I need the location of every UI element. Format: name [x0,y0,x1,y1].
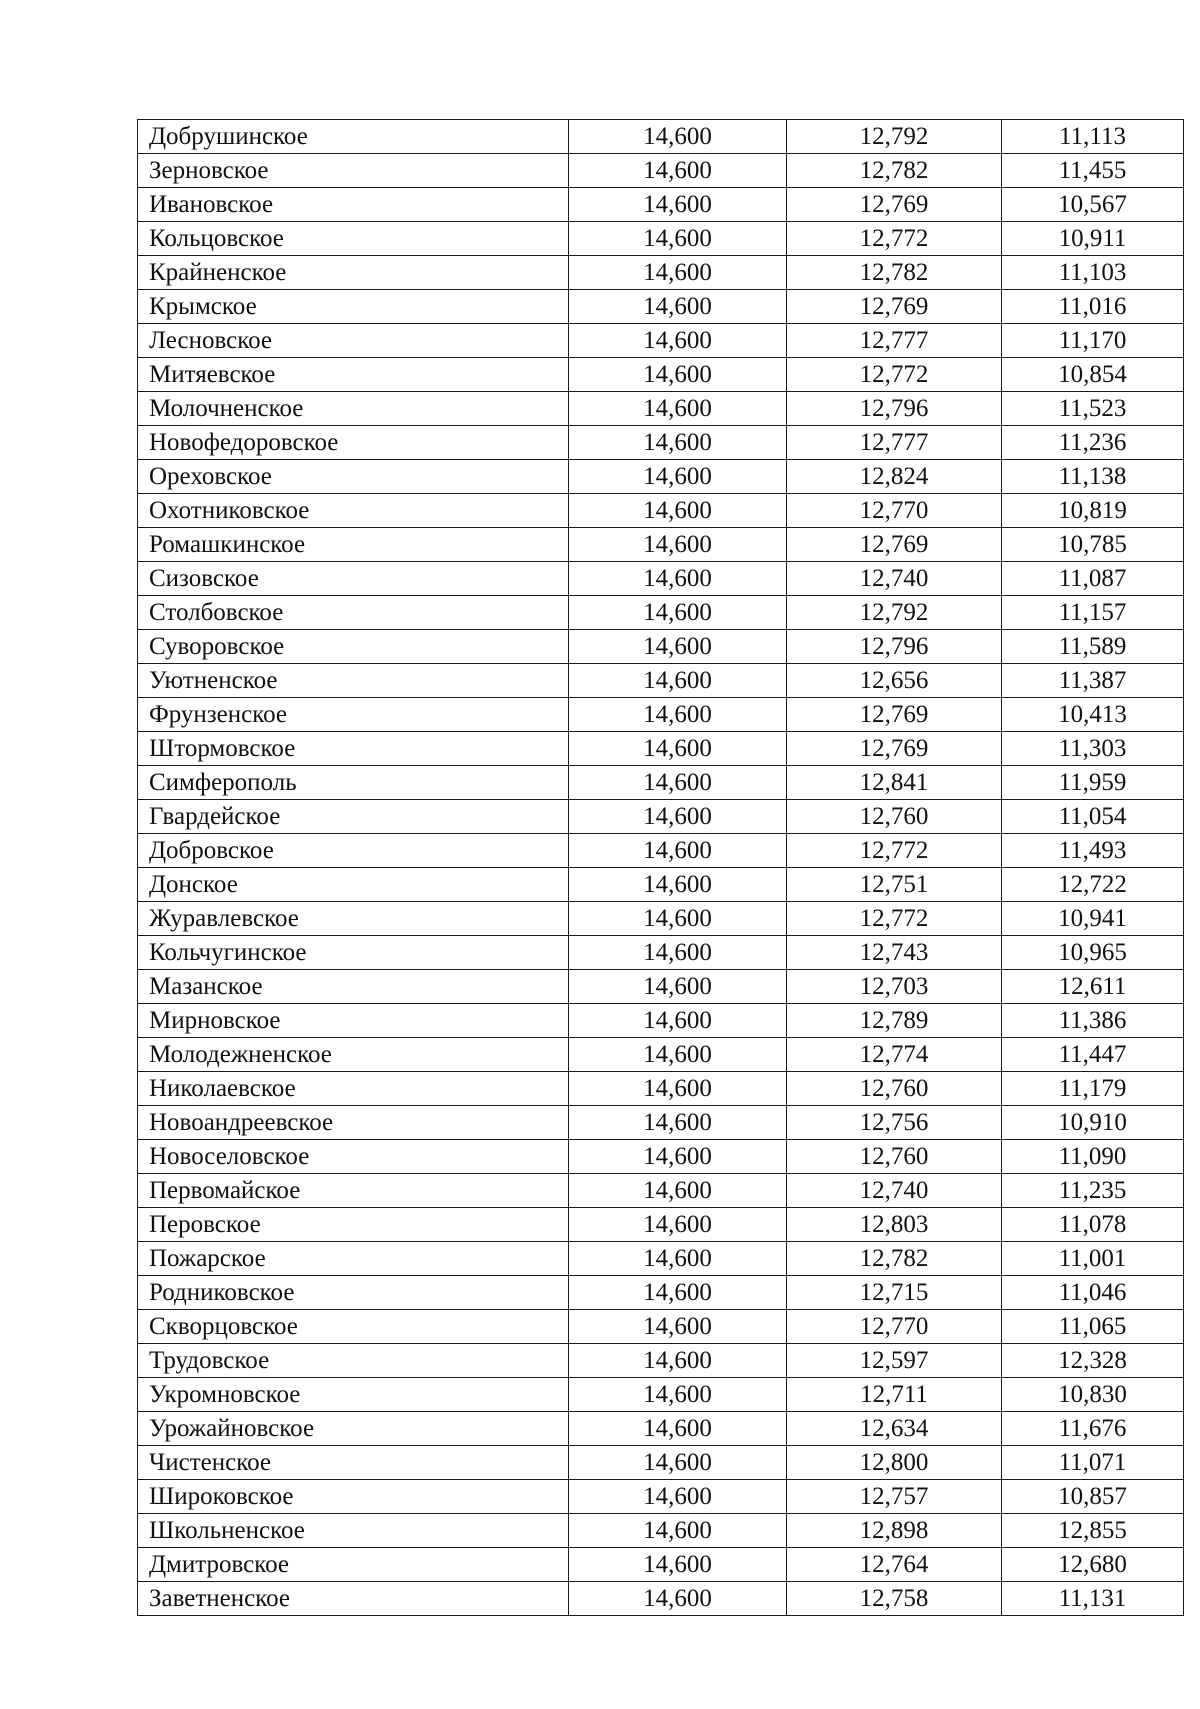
value-1-cell: 14,600 [569,1106,787,1140]
table-row [138,1310,1184,1344]
value-2-cell: 12,634 [787,1412,1002,1446]
value-3-cell: 11,087 [1002,562,1184,596]
value-3-cell: 10,911 [1002,222,1184,256]
table-row [138,120,1184,154]
settlement-name-cell: Кольцовское [138,222,569,256]
settlement-name-cell: Широковское [138,1480,569,1514]
value-2-cell: 12,756 [787,1106,1002,1140]
value-2-cell: 12,789 [787,1004,1002,1038]
value-1-cell: 14,600 [569,1276,787,1310]
value-1-cell: 14,600 [569,120,787,154]
value-1-cell: 14,600 [569,800,787,834]
value-2-cell: 12,703 [787,970,1002,1004]
settlement-name-cell: Скворцовское [138,1310,569,1344]
table-row [138,1344,1184,1378]
value-1-cell: 14,600 [569,1344,787,1378]
settlement-name-cell: Молочненское [138,392,569,426]
table-row [138,1208,1184,1242]
settlement-name-cell: Ивановское [138,188,569,222]
value-2-cell: 12,772 [787,358,1002,392]
value-3-cell: 10,830 [1002,1378,1184,1412]
value-2-cell: 12,772 [787,902,1002,936]
settlement-name-cell: Школьненское [138,1514,569,1548]
settlement-name-cell: Добрушинское [138,120,569,154]
value-1-cell: 14,600 [569,290,787,324]
table-row [138,1276,1184,1310]
table-row [138,1140,1184,1174]
value-3-cell: 11,303 [1002,732,1184,766]
settlement-name-cell: Новофедоровское [138,426,569,460]
value-2-cell: 12,760 [787,1072,1002,1106]
value-2-cell: 12,757 [787,1480,1002,1514]
table-row [138,562,1184,596]
table-row [138,936,1184,970]
table-row [138,188,1184,222]
table-row [138,800,1184,834]
settlement-name-cell: Сизовское [138,562,569,596]
table-row [138,154,1184,188]
data-table [137,119,1184,1616]
value-3-cell: 11,959 [1002,766,1184,800]
settlement-name-cell: Трудовское [138,1344,569,1378]
value-3-cell: 10,819 [1002,494,1184,528]
value-1-cell: 14,600 [569,970,787,1004]
settlement-name-cell: Столбовское [138,596,569,630]
settlement-name-cell: Мирновское [138,1004,569,1038]
value-2-cell: 12,777 [787,324,1002,358]
value-2-cell: 12,898 [787,1514,1002,1548]
table-row [138,528,1184,562]
value-3-cell: 11,493 [1002,834,1184,868]
value-1-cell: 14,600 [569,154,787,188]
value-3-cell: 10,857 [1002,1480,1184,1514]
value-2-cell: 12,751 [787,868,1002,902]
value-1-cell: 14,600 [569,1208,787,1242]
table-row [138,426,1184,460]
settlement-name-cell: Крайненское [138,256,569,290]
table-row [138,1378,1184,1412]
value-3-cell: 11,138 [1002,460,1184,494]
settlement-name-cell: Пожарское [138,1242,569,1276]
value-1-cell: 14,600 [569,630,787,664]
value-1-cell: 14,600 [569,392,787,426]
value-1-cell: 14,600 [569,1004,787,1038]
table-row [138,1004,1184,1038]
settlement-name-cell: Охотниковское [138,494,569,528]
table-row [138,324,1184,358]
value-1-cell: 14,600 [569,1310,787,1344]
table-row [138,460,1184,494]
value-2-cell: 12,760 [787,1140,1002,1174]
value-3-cell: 11,016 [1002,290,1184,324]
settlement-name-cell: Штормовское [138,732,569,766]
table-row [138,596,1184,630]
value-1-cell: 14,600 [569,1446,787,1480]
value-3-cell: 11,090 [1002,1140,1184,1174]
value-1-cell: 14,600 [569,528,787,562]
settlement-name-cell: Родниковское [138,1276,569,1310]
value-2-cell: 12,770 [787,1310,1002,1344]
value-2-cell: 12,782 [787,1242,1002,1276]
table-row [138,970,1184,1004]
value-1-cell: 14,600 [569,1412,787,1446]
value-3-cell: 11,523 [1002,392,1184,426]
value-1-cell: 14,600 [569,1072,787,1106]
table-row [138,1038,1184,1072]
value-3-cell: 11,046 [1002,1276,1184,1310]
settlement-name-cell: Митяевское [138,358,569,392]
value-1-cell: 14,600 [569,1480,787,1514]
table-row [138,1174,1184,1208]
value-1-cell: 14,600 [569,1378,787,1412]
value-1-cell: 14,600 [569,460,787,494]
value-1-cell: 14,600 [569,256,787,290]
settlement-name-cell: Укромновское [138,1378,569,1412]
settlement-name-cell: Ореховское [138,460,569,494]
table-row [138,256,1184,290]
settlement-name-cell: Лесновское [138,324,569,358]
value-3-cell: 11,455 [1002,154,1184,188]
table-row [138,698,1184,732]
table-row [138,630,1184,664]
value-2-cell: 12,715 [787,1276,1002,1310]
value-1-cell: 14,600 [569,1140,787,1174]
value-2-cell: 12,792 [787,596,1002,630]
value-2-cell: 12,769 [787,698,1002,732]
value-1-cell: 14,600 [569,562,787,596]
table-body [138,120,1184,1616]
value-2-cell: 12,769 [787,188,1002,222]
settlement-name-cell: Уютненское [138,664,569,698]
table-row [138,664,1184,698]
value-1-cell: 14,600 [569,222,787,256]
settlement-name-cell: Новоселовское [138,1140,569,1174]
value-2-cell: 12,803 [787,1208,1002,1242]
settlement-name-cell: Николаевское [138,1072,569,1106]
settlement-name-cell: Кольчугинское [138,936,569,970]
value-3-cell: 11,054 [1002,800,1184,834]
settlement-name-cell: Урожайновское [138,1412,569,1446]
value-3-cell: 11,386 [1002,1004,1184,1038]
table-row [138,902,1184,936]
value-1-cell: 14,600 [569,902,787,936]
settlement-name-cell: Зерновское [138,154,569,188]
table-row [138,1072,1184,1106]
value-3-cell: 11,113 [1002,120,1184,154]
value-1-cell: 14,600 [569,664,787,698]
value-3-cell: 10,941 [1002,902,1184,936]
value-2-cell: 12,597 [787,1344,1002,1378]
value-1-cell: 14,600 [569,494,787,528]
value-3-cell: 11,170 [1002,324,1184,358]
value-3-cell: 11,131 [1002,1582,1184,1616]
value-1-cell: 14,600 [569,868,787,902]
table-row [138,222,1184,256]
value-3-cell: 10,567 [1002,188,1184,222]
value-1-cell: 14,600 [569,834,787,868]
settlement-name-cell: Заветненское [138,1582,569,1616]
table-row [138,732,1184,766]
value-1-cell: 14,600 [569,732,787,766]
value-2-cell: 12,841 [787,766,1002,800]
table-row [138,766,1184,800]
value-3-cell: 11,387 [1002,664,1184,698]
value-2-cell: 12,758 [787,1582,1002,1616]
table-row [138,1480,1184,1514]
value-1-cell: 14,600 [569,1582,787,1616]
value-3-cell: 10,965 [1002,936,1184,970]
table-row [138,290,1184,324]
value-2-cell: 12,772 [787,222,1002,256]
value-2-cell: 12,782 [787,256,1002,290]
settlement-name-cell: Симферополь [138,766,569,800]
value-3-cell: 11,078 [1002,1208,1184,1242]
value-2-cell: 12,770 [787,494,1002,528]
value-2-cell: 12,760 [787,800,1002,834]
value-2-cell: 12,764 [787,1548,1002,1582]
value-3-cell: 12,611 [1002,970,1184,1004]
settlement-name-cell: Ромашкинское [138,528,569,562]
value-2-cell: 12,774 [787,1038,1002,1072]
value-3-cell: 10,413 [1002,698,1184,732]
value-3-cell: 11,235 [1002,1174,1184,1208]
table-row [138,1446,1184,1480]
value-2-cell: 12,743 [787,936,1002,970]
value-3-cell: 11,447 [1002,1038,1184,1072]
value-1-cell: 14,600 [569,324,787,358]
value-1-cell: 14,600 [569,1038,787,1072]
value-3-cell: 11,179 [1002,1072,1184,1106]
value-3-cell: 11,071 [1002,1446,1184,1480]
settlement-name-cell: Фрунзенское [138,698,569,732]
value-1-cell: 14,600 [569,358,787,392]
value-3-cell: 12,328 [1002,1344,1184,1378]
table-row [138,1548,1184,1582]
value-1-cell: 14,600 [569,596,787,630]
value-1-cell: 14,600 [569,1548,787,1582]
value-2-cell: 12,800 [787,1446,1002,1480]
table-row [138,1242,1184,1276]
value-3-cell: 11,157 [1002,596,1184,630]
table-row [138,392,1184,426]
value-2-cell: 12,796 [787,630,1002,664]
value-2-cell: 12,782 [787,154,1002,188]
table-row [138,868,1184,902]
value-1-cell: 14,600 [569,188,787,222]
settlement-name-cell: Крымское [138,290,569,324]
table-row [138,1106,1184,1140]
settlement-name-cell: Гвардейское [138,800,569,834]
settlement-name-cell: Журавлевское [138,902,569,936]
settlement-name-cell: Дмитровское [138,1548,569,1582]
value-2-cell: 12,656 [787,664,1002,698]
table-row [138,1412,1184,1446]
settlement-name-cell: Первомайское [138,1174,569,1208]
value-3-cell: 11,676 [1002,1412,1184,1446]
value-2-cell: 12,769 [787,528,1002,562]
settlement-name-cell: Мазанское [138,970,569,1004]
value-2-cell: 12,769 [787,732,1002,766]
table-row [138,834,1184,868]
value-1-cell: 14,600 [569,766,787,800]
value-2-cell: 12,792 [787,120,1002,154]
value-1-cell: 14,600 [569,698,787,732]
settlement-name-cell: Молодежненское [138,1038,569,1072]
value-2-cell: 12,769 [787,290,1002,324]
settlement-name-cell: Донское [138,868,569,902]
value-2-cell: 12,777 [787,426,1002,460]
value-3-cell: 10,910 [1002,1106,1184,1140]
settlement-name-cell: Чистенское [138,1446,569,1480]
value-2-cell: 12,796 [787,392,1002,426]
value-2-cell: 12,740 [787,1174,1002,1208]
value-2-cell: 12,772 [787,834,1002,868]
settlement-name-cell: Перовское [138,1208,569,1242]
value-2-cell: 12,740 [787,562,1002,596]
table-row [138,1514,1184,1548]
value-2-cell: 12,711 [787,1378,1002,1412]
value-1-cell: 14,600 [569,1514,787,1548]
value-2-cell: 12,824 [787,460,1002,494]
value-1-cell: 14,600 [569,1174,787,1208]
value-3-cell: 11,001 [1002,1242,1184,1276]
value-3-cell: 10,854 [1002,358,1184,392]
settlement-name-cell: Суворовское [138,630,569,664]
value-3-cell: 11,236 [1002,426,1184,460]
table-row [138,494,1184,528]
value-3-cell: 11,065 [1002,1310,1184,1344]
value-3-cell: 12,855 [1002,1514,1184,1548]
value-1-cell: 14,600 [569,1242,787,1276]
value-1-cell: 14,600 [569,936,787,970]
value-3-cell: 12,722 [1002,868,1184,902]
settlement-name-cell: Добровское [138,834,569,868]
settlement-name-cell: Новоандреевское [138,1106,569,1140]
table-row [138,358,1184,392]
value-3-cell: 10,785 [1002,528,1184,562]
table-row [138,1582,1184,1616]
value-3-cell: 12,680 [1002,1548,1184,1582]
value-3-cell: 11,589 [1002,630,1184,664]
value-3-cell: 11,103 [1002,256,1184,290]
value-1-cell: 14,600 [569,426,787,460]
